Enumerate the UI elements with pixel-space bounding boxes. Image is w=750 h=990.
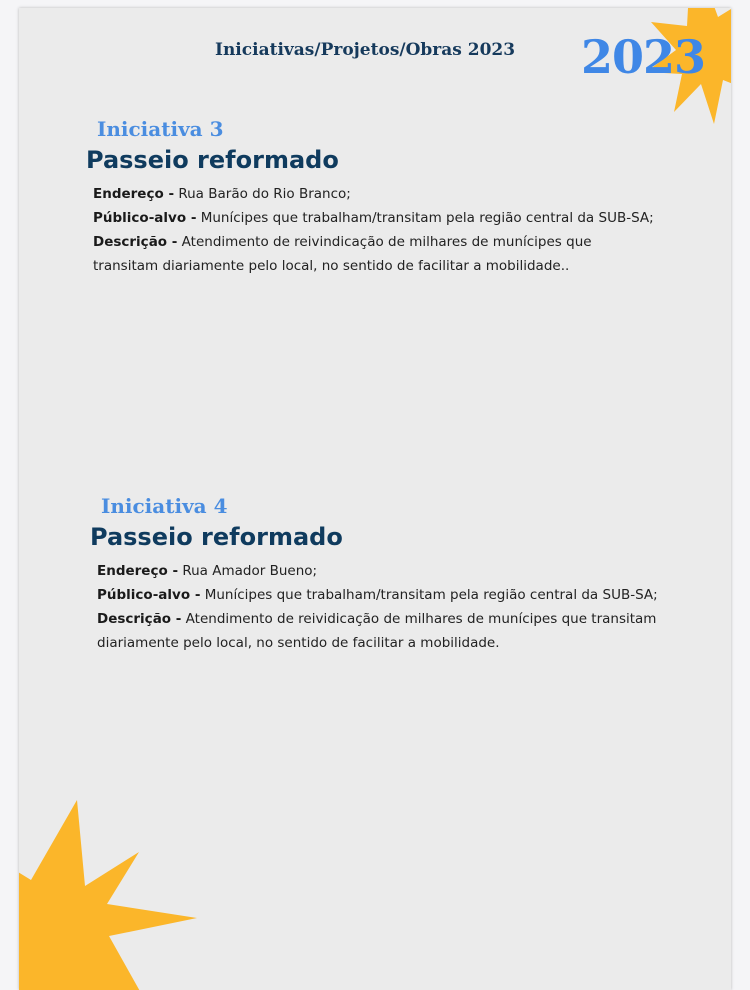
description-label: Descrição - bbox=[93, 234, 178, 250]
document-page bbox=[19, 8, 731, 990]
year-label: 2023 bbox=[581, 30, 706, 84]
initiative-details bbox=[93, 182, 654, 278]
description-label: Descrição - bbox=[97, 611, 182, 627]
project-title: Passeio reformado bbox=[86, 146, 339, 174]
audience-line bbox=[97, 583, 658, 607]
address-line bbox=[93, 182, 654, 206]
initiative-section bbox=[86, 116, 654, 278]
page-header-title: Iniciativas/Projetos/Obras 2023 bbox=[215, 40, 516, 60]
description-value: Atendimento de reivindicação de milhares de munícipes que transitam diariamente pelo local, no sentido de facilitar a mobilidade.. bbox=[93, 234, 592, 274]
audience-value: Munícipes que trabalham/transitam pela região central da SUB-SA; bbox=[204, 587, 658, 603]
audience-label: Público-alvo - bbox=[97, 587, 201, 603]
address-label: Endereço - bbox=[97, 563, 179, 579]
initiative-details bbox=[97, 559, 658, 655]
description-line bbox=[93, 230, 613, 278]
initiative-label: Iniciativa 3 bbox=[97, 117, 224, 141]
initiative-section bbox=[90, 493, 658, 655]
project-title: Passeio reformado bbox=[90, 523, 343, 551]
address-label: Endereço - bbox=[93, 186, 175, 202]
address-value: Rua Barão do Rio Branco; bbox=[178, 186, 351, 202]
description-line bbox=[97, 607, 657, 655]
description-value: Atendimento de reividicação de milhares de munícipes que transitam diariamente pelo local, no sentido de facilitar a mobilidade. bbox=[97, 611, 657, 651]
initiative-label: Iniciativa 4 bbox=[101, 494, 228, 518]
address-value: Rua Amador Bueno; bbox=[182, 563, 318, 579]
audience-line bbox=[93, 206, 654, 230]
address-line bbox=[97, 559, 658, 583]
audience-value: Munícipes que trabalham/transitam pela região central da SUB-SA; bbox=[200, 210, 654, 226]
sun-burst-icon bbox=[19, 788, 209, 990]
audience-label: Público-alvo - bbox=[93, 210, 197, 226]
